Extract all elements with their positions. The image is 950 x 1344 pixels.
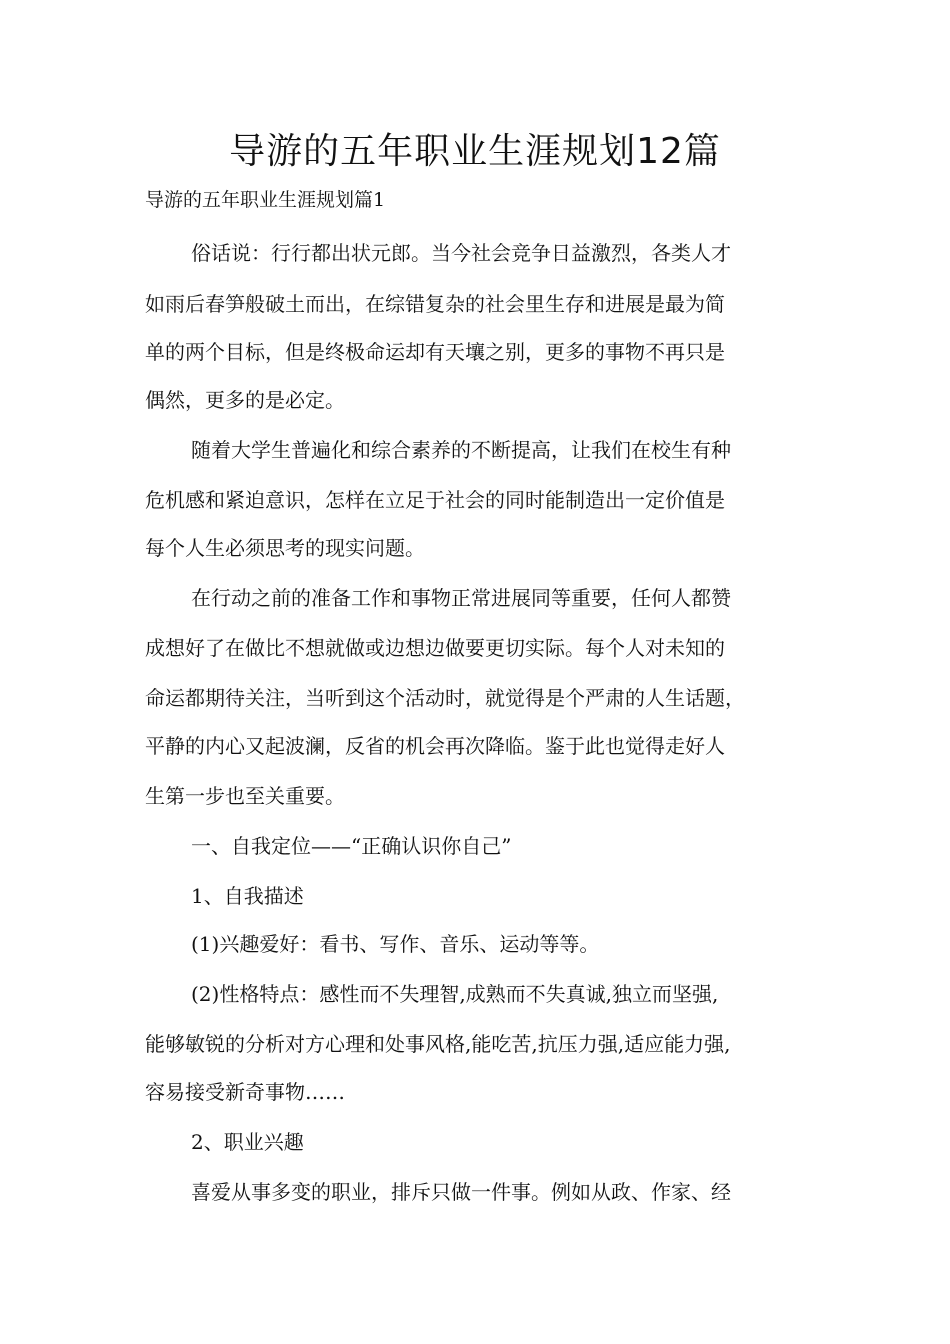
- paragraph-line: 容易接受新奇事物……: [145, 1080, 345, 1104]
- heading-line: 2、职业兴趣: [191, 1130, 304, 1154]
- paragraph-line: 成想好了在做比不想就做或边想边做要更切实际。每个人对未知的: [145, 636, 725, 660]
- paragraph-line: 如雨后春笋般破土而出，在综错复杂的社会里生存和进展是最为简: [145, 292, 725, 316]
- paragraph-line: 在行动之前的准备工作和事物正常进展同等重要，任何人都赞: [191, 586, 731, 610]
- paragraph-line: 偶然，更多的是必定。: [145, 388, 345, 412]
- paragraph-line: 命运都期待关注，当听到这个活动时，就觉得是个严肃的人生话题，: [145, 686, 745, 710]
- paragraph-line: 每个人生必须思考的现实问题。: [145, 536, 425, 560]
- document-title: 导游的五年职业生涯规划12篇: [229, 131, 721, 172]
- paragraph-line: 俗话说：行行都出状元郎。当今社会竞争日益激烈，各类人才: [191, 241, 731, 265]
- section-heading: 导游的五年职业生涯规划篇1: [145, 189, 386, 211]
- heading-line: 1、自我描述: [191, 884, 304, 908]
- paragraph-line: 单的两个目标，但是终极命运却有天壤之别，更多的事物不再只是: [145, 340, 725, 364]
- paragraph-line: 能够敏锐的分析对方心理和处事风格,能吃苦,抗压力强,适应能力强,: [145, 1032, 731, 1056]
- paragraph-line: 平静的内心又起波澜，反省的机会再次降临。鉴于此也觉得走好人: [145, 734, 725, 758]
- paragraph-line: 危机感和紧迫意识，怎样在立足于社会的同时能制造出一定价值是: [145, 488, 725, 512]
- heading-line: 一、自我定位——“正确认识你自己”: [191, 834, 512, 858]
- paragraph-line: (2)性格特点：感性而不失理智,成熟而不失真诚,独立而坚强,: [191, 982, 719, 1006]
- paragraph-line: 喜爱从事多变的职业，排斥只做一件事。例如从政、作家、经: [191, 1180, 731, 1204]
- paragraph-line: 生第一步也至关重要。: [145, 784, 345, 808]
- paragraph-line: (1)兴趣爱好：看书、写作、音乐、运动等等。: [191, 932, 600, 956]
- paragraph-line: 随着大学生普遍化和综合素养的不断提高，让我们在校生有种: [191, 438, 731, 462]
